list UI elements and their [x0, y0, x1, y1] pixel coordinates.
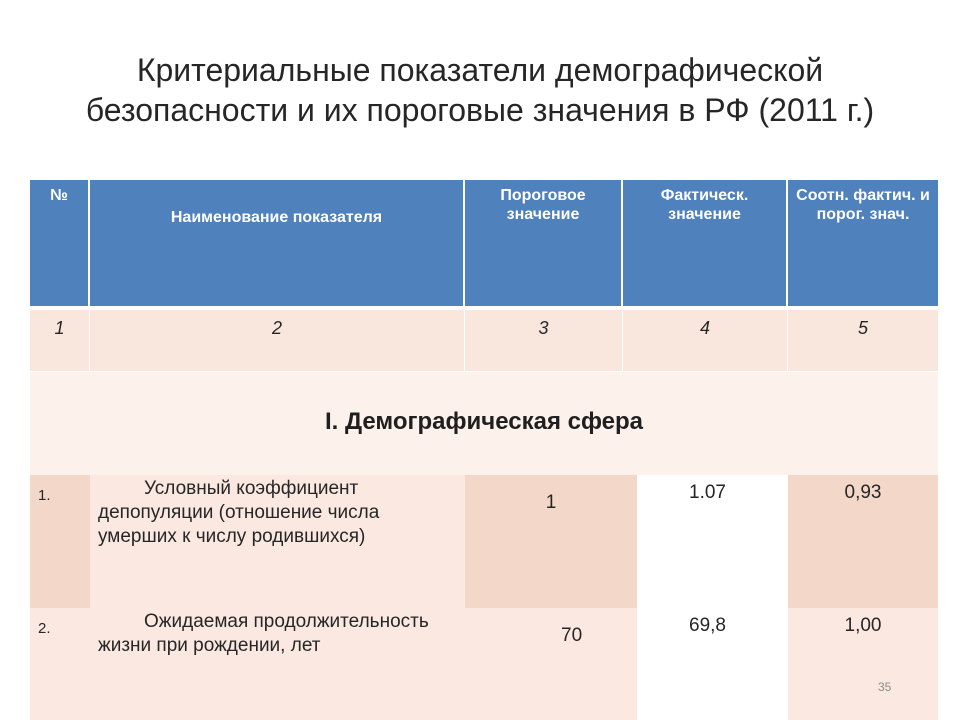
row-1-ratio: 0,93 [788, 475, 938, 608]
header-threshold: Пороговое значение [465, 180, 623, 308]
row-1-number: 1. [30, 475, 90, 608]
column-number-4: 4 [623, 310, 788, 372]
slide-title [0, 50, 960, 130]
row-1-indicator-text: Условный коэффициент депопуляции (отношение числа умерших к числу родившихся) [98, 478, 380, 547]
slide-title-line-1: Критериальные показатели демографической [136, 52, 824, 88]
column-number-1: 1 [30, 310, 90, 372]
row-2-indicator [90, 608, 465, 720]
row-2-number: 2. [30, 608, 90, 720]
row-1-threshold: 1 [465, 475, 637, 608]
row-1-actual: 1.07 [637, 475, 788, 608]
row-2-actual: 69,8 [637, 608, 788, 720]
row-2-ratio: 1,00 [788, 608, 938, 720]
row-2-threshold: 70 [465, 608, 637, 720]
column-number-5: 5 [788, 310, 938, 372]
header-actual: Фактическ. значение [623, 180, 788, 308]
row-1-indicator [90, 475, 465, 608]
row-2-indicator-text: Ожидаемая продолжительность жизни при рождении, лет [98, 611, 429, 656]
column-number-2: 2 [90, 310, 465, 372]
column-number-3: 3 [465, 310, 623, 372]
page-number: 35 [878, 680, 892, 694]
header-number: № [30, 180, 90, 308]
header-ratio: Соотн. фактич. и порог. знач. [788, 180, 938, 308]
header-indicator-name: Наименование показателя [90, 180, 465, 308]
section-title: I. Демографическая сфера [30, 372, 938, 475]
slide-title-line-2: безопасности и их пороговые значения в РФ (2011 г.) [85, 92, 875, 128]
